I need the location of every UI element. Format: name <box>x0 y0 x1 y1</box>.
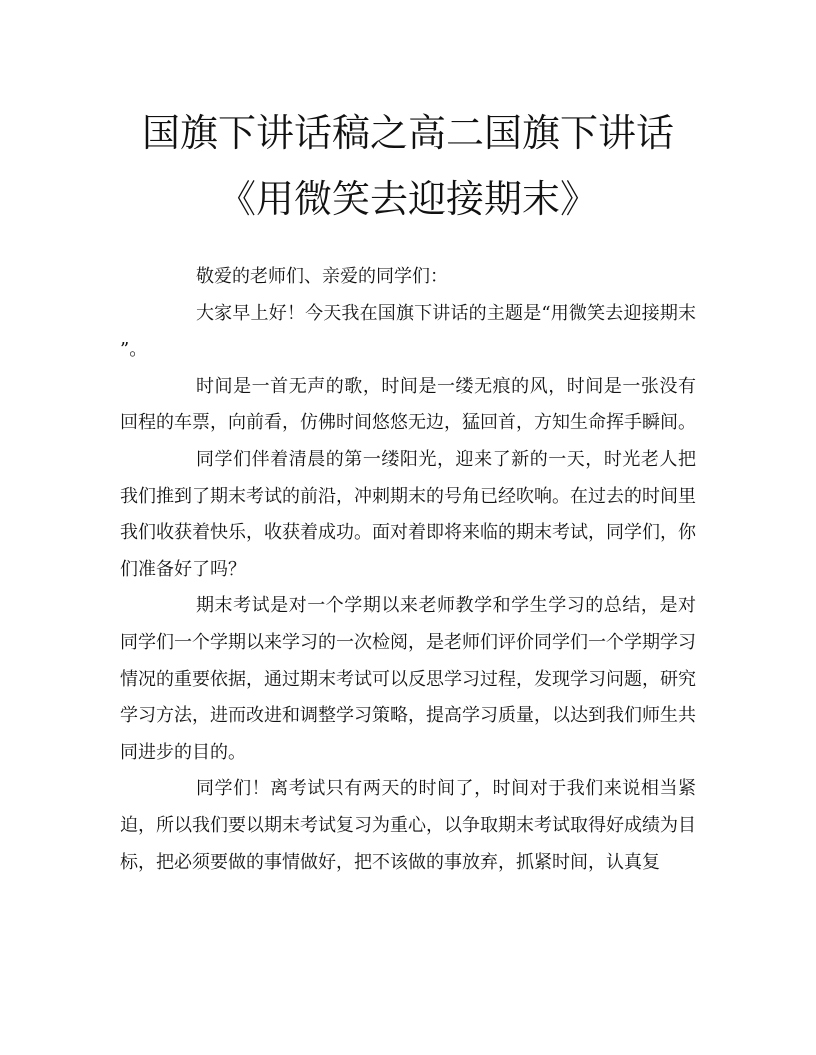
body-paragraph: 同学们伴着清晨的第一缕阳光，迎来了新的一天，时光老人把我们推到了期末考试的前沿，冲刺期末的号角已经吹响。在过去的时间里我们收获着快乐，收获着成功。面对着即将来临的期末考试，同学们，你们准备好了吗？ <box>120 448 696 580</box>
document-title: 国旗下讲话稿之高二国旗下讲话《用微笑去迎接期末》 <box>141 111 674 221</box>
body-paragraph: 期末考试是对一个学期以来老师教学和学生学习的总结，是对同学们一个学期以来学习的一次检阅，是老师们评价同学们一个学期学习情况的重要依据，通过期末考试可以反思学习过程，发现学习问题，研究学习方法，进而改进和调整学习策略，提高学习质量，以达到我们师生共同进步的目的。 <box>120 595 696 763</box>
body-paragraph: 时间是一首无声的歌，时间是一缕无痕的风，时间是一张没有回程的车票，向前看，仿佛时间悠悠无边，猛回首，方知生命挥手瞬间。 <box>120 375 696 434</box>
body-paragraph: 同学们！离考试只有两天的时间了，时间对于我们来说相当紧迫，所以我们要以期末考试复习为重心，以争取期末考试取得好成绩为目标，把必须要做的事情做好，把不该做的事放弃，抓紧时间，认真复 <box>120 778 696 873</box>
salutation-paragraph: 敬爱的老师们、亲爱的同学们： <box>196 266 448 287</box>
greeting-paragraph: 大家早上好！今天我在国旗下讲话的主题是“用微笑去迎接期末 ”。 <box>120 302 696 361</box>
document-body <box>120 259 696 881</box>
